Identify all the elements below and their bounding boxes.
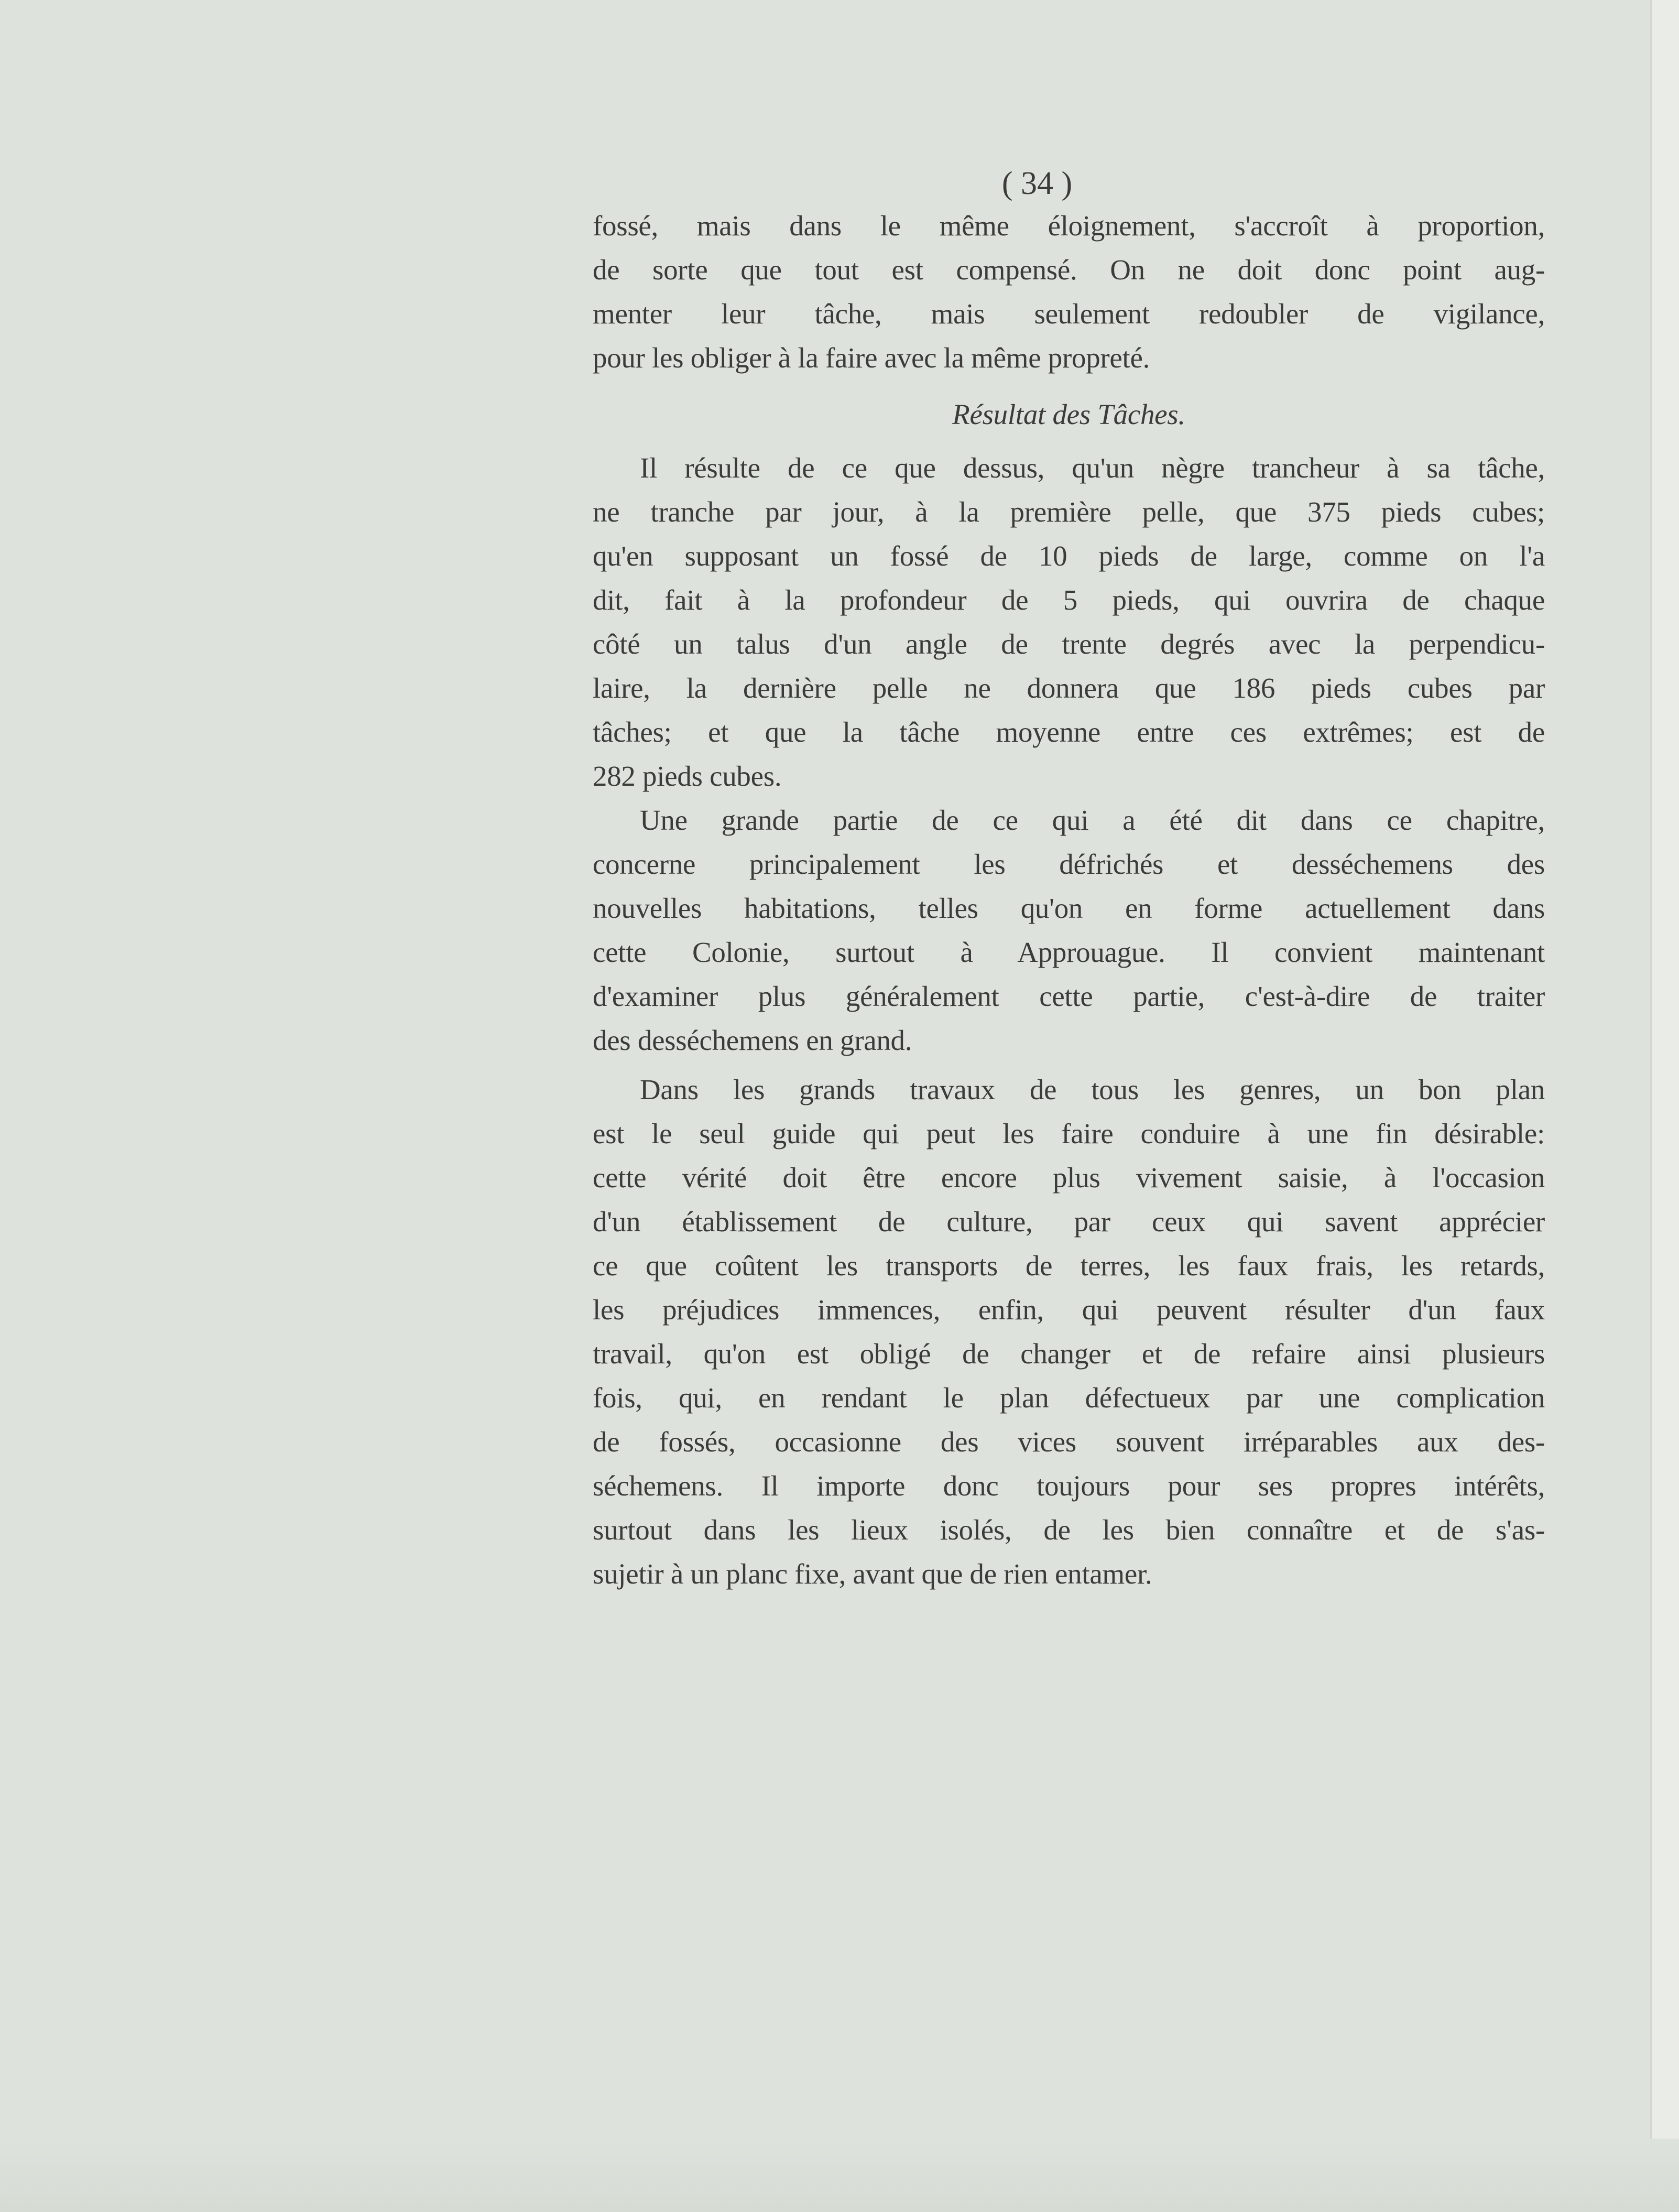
- text-line: travail, qu'on est obligé de changer et de refaire ainsi plusieurs: [593, 1338, 1545, 1370]
- text-line: nouvelles habitations, telles qu'on en forme actuellement dans: [593, 892, 1545, 924]
- text-line: Il résulte de ce que dessus, qu'un nègre trancheur à sa tâche,: [640, 452, 1545, 484]
- section-heading: Résultat des Tâches.: [952, 398, 1185, 430]
- text-line: des desséchemens en grand.: [593, 1024, 912, 1056]
- paragraph-continued: [593, 204, 1545, 380]
- text-line: de sorte que tout est compensé. On ne doit donc point aug-: [593, 254, 1545, 286]
- text-line: fois, qui, en rendant le plan défectueux par une complication: [593, 1382, 1545, 1414]
- text-line: Une grande partie de ce qui a été dit dans ce chapitre,: [640, 804, 1545, 836]
- text-line: laire, la dernière pelle ne donnera que 186 pieds cubes par: [593, 672, 1545, 704]
- body-text: [593, 204, 1545, 1596]
- page-edge: [1650, 0, 1679, 2212]
- text-line: tâches; et que la tâche moyenne entre ces extrêmes; est de: [593, 716, 1545, 748]
- text-line: cette vérité doit être encore plus vivement saisie, à l'occasion: [593, 1162, 1545, 1194]
- text-line: est le seul guide qui peut les faire conduire à une fin désirable:: [593, 1118, 1545, 1150]
- text-line: qu'en supposant un fossé de 10 pieds de large, comme on l'a: [593, 540, 1545, 572]
- text-line: de fossés, occasionne des vices souvent irréparables aux des-: [593, 1426, 1545, 1458]
- text-line: concerne principalement les défrichés et desséchemens des: [593, 848, 1545, 880]
- text-line: 282 pieds cubes.: [593, 760, 782, 792]
- text-line: cette Colonie, surtout à Approuague. Il convient maintenant: [593, 936, 1545, 968]
- text-line: ce que coûtent les transports de terres, les faux frais, les retards,: [593, 1250, 1545, 1282]
- text-line: d'examiner plus généralement cette partie, c'est-à-dire de traiter: [593, 980, 1545, 1012]
- text-line: Dans les grands travaux de tous les genres, un bon plan: [640, 1074, 1545, 1105]
- paragraph-3: [593, 1068, 1545, 1596]
- text-line: les préjudices immences, enfin, qui peuvent résulter d'un faux: [593, 1294, 1545, 1326]
- text-line: menter leur tâche, mais seulement redoubler de vigilance,: [593, 298, 1545, 330]
- text-line: côté un talus d'un angle de trente degrés avec la perpendicu-: [593, 628, 1545, 660]
- page-number: ( 34 ): [1001, 166, 1073, 201]
- text-line: ne tranche par jour, à la première pelle, que 375 pieds cubes;: [593, 496, 1545, 528]
- text-line: d'un établissement de culture, par ceux qui savent apprécier: [593, 1206, 1545, 1238]
- text-line: séchemens. Il importe donc toujours pour ses propres intérêts,: [593, 1470, 1545, 1502]
- text-line: sujetir à un planc fixe, avant que de rien entamer.: [593, 1558, 1152, 1590]
- text-line: pour les obliger à la faire avec la même propreté.: [593, 342, 1150, 374]
- paragraph-2: [593, 798, 1545, 1062]
- text-line: fossé, mais dans le même éloignement, s'accroît à proportion,: [593, 210, 1545, 242]
- paragraph-1: [593, 446, 1545, 798]
- page-bottom-shade: [0, 2139, 1679, 2212]
- text-line: surtout dans les lieux isolés, de les bien connaître et de s'as-: [593, 1514, 1545, 1546]
- text-line: dit, fait à la profondeur de 5 pieds, qui ouvrira de chaque: [593, 584, 1545, 616]
